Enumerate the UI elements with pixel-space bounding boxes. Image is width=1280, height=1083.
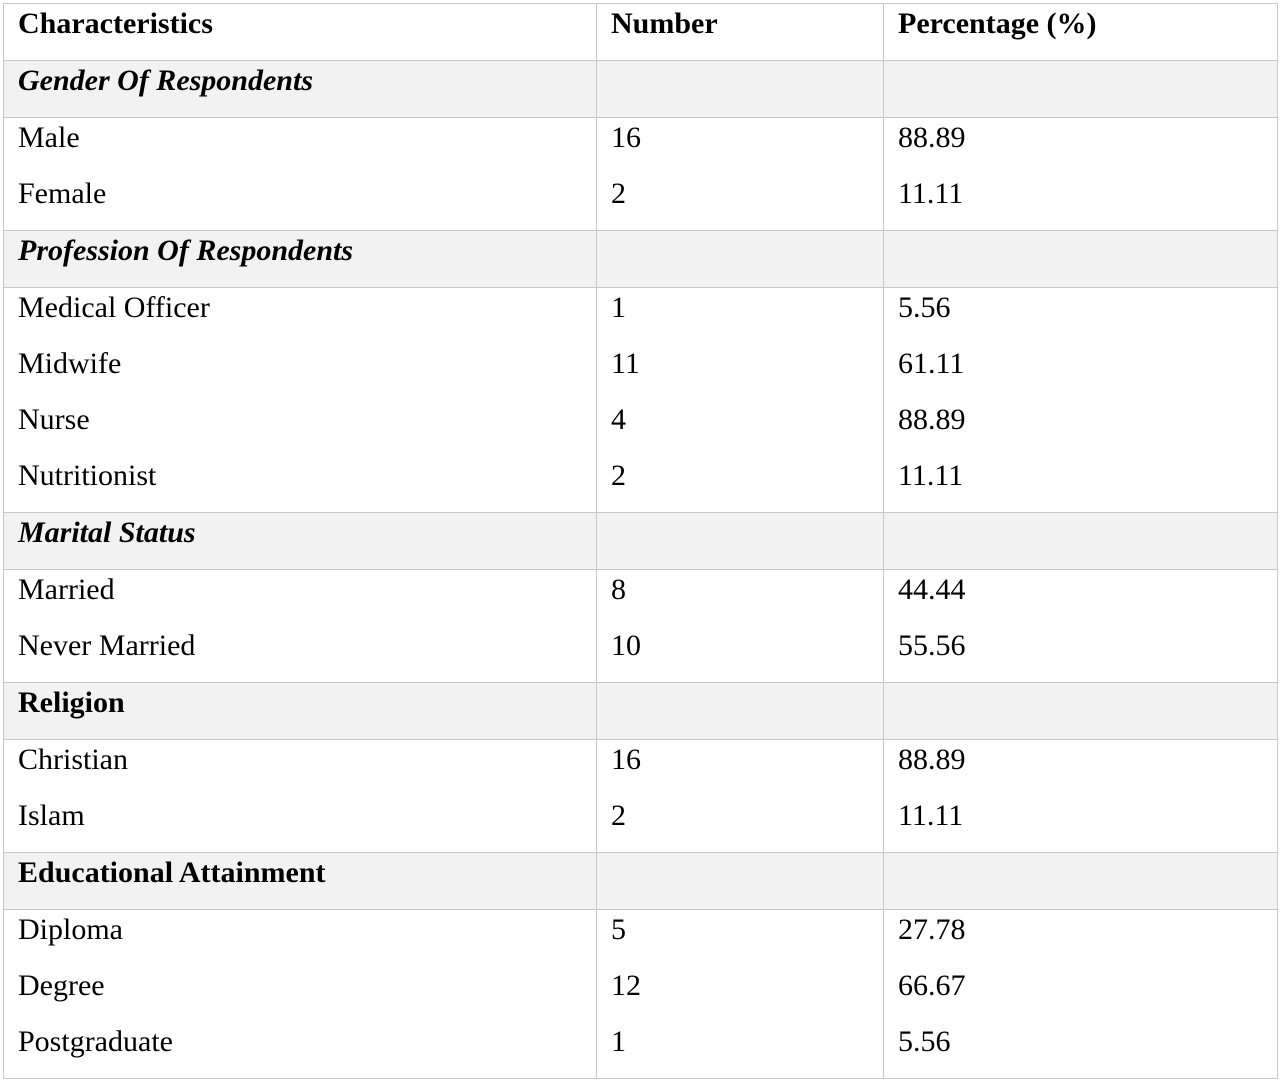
section-title: Profession Of Respondents	[4, 231, 597, 288]
row-number: 10	[597, 626, 884, 683]
table-row	[4, 344, 1278, 400]
row-number: 16	[597, 740, 884, 796]
section-header-row	[4, 853, 1278, 910]
row-number: 4	[597, 400, 884, 456]
row-label: Diploma	[4, 910, 597, 966]
table-row	[4, 118, 1278, 174]
row-percentage: 11.11	[884, 456, 1278, 513]
row-number: 1	[597, 1022, 884, 1079]
row-number: 1	[597, 288, 884, 344]
header-percentage: Percentage (%)	[884, 4, 1278, 61]
row-label: Nutritionist	[4, 456, 597, 513]
row-percentage: 27.78	[884, 910, 1278, 966]
section-percent-cell	[884, 231, 1278, 288]
row-label: Christian	[4, 740, 597, 796]
table-header-row	[4, 4, 1278, 61]
row-number: 11	[597, 344, 884, 400]
row-percentage: 88.89	[884, 118, 1278, 174]
section-number-cell	[597, 61, 884, 118]
row-label: Degree	[4, 966, 597, 1022]
table-row	[4, 570, 1278, 626]
section-number-cell	[597, 683, 884, 740]
row-percentage: 5.56	[884, 288, 1278, 344]
row-label: Nurse	[4, 400, 597, 456]
row-percentage: 55.56	[884, 626, 1278, 683]
row-label: Male	[4, 118, 597, 174]
section-percent-cell	[884, 61, 1278, 118]
row-percentage: 88.89	[884, 400, 1278, 456]
table-row	[4, 174, 1278, 231]
section-header-row	[4, 231, 1278, 288]
table-row	[4, 966, 1278, 1022]
row-percentage: 5.56	[884, 1022, 1278, 1079]
row-number: 2	[597, 796, 884, 853]
row-number: 8	[597, 570, 884, 626]
table-row	[4, 626, 1278, 683]
header-characteristics: Characteristics	[4, 4, 597, 61]
table-row	[4, 740, 1278, 796]
section-header-row	[4, 513, 1278, 570]
row-number: 5	[597, 910, 884, 966]
section-title: Gender Of Respondents	[4, 61, 597, 118]
section-number-cell	[597, 513, 884, 570]
row-number: 2	[597, 174, 884, 231]
section-number-cell	[597, 231, 884, 288]
row-number: 12	[597, 966, 884, 1022]
row-percentage: 11.11	[884, 796, 1278, 853]
table-row	[4, 796, 1278, 853]
row-label: Female	[4, 174, 597, 231]
table-row	[4, 1022, 1278, 1079]
row-label: Midwife	[4, 344, 597, 400]
table-row	[4, 910, 1278, 966]
section-header-row	[4, 683, 1278, 740]
table-row	[4, 456, 1278, 513]
row-number: 16	[597, 118, 884, 174]
row-label: Medical Officer	[4, 288, 597, 344]
section-number-cell	[597, 853, 884, 910]
section-percent-cell	[884, 513, 1278, 570]
section-title: Marital Status	[4, 513, 597, 570]
row-number: 2	[597, 456, 884, 513]
row-label: Never Married	[4, 626, 597, 683]
row-percentage: 44.44	[884, 570, 1278, 626]
row-percentage: 66.67	[884, 966, 1278, 1022]
row-percentage: 11.11	[884, 174, 1278, 231]
section-header-row	[4, 61, 1278, 118]
row-percentage: 88.89	[884, 740, 1278, 796]
row-label: Married	[4, 570, 597, 626]
row-percentage: 61.11	[884, 344, 1278, 400]
row-label: Postgraduate	[4, 1022, 597, 1079]
section-percent-cell	[884, 853, 1278, 910]
row-label: Islam	[4, 796, 597, 853]
section-title: Educational Attainment	[4, 853, 597, 910]
characteristics-table	[3, 3, 1278, 1079]
section-title: Religion	[4, 683, 597, 740]
header-number: Number	[597, 4, 884, 61]
table-row	[4, 400, 1278, 456]
table-row	[4, 288, 1278, 344]
section-percent-cell	[884, 683, 1278, 740]
table-body	[4, 61, 1278, 1079]
